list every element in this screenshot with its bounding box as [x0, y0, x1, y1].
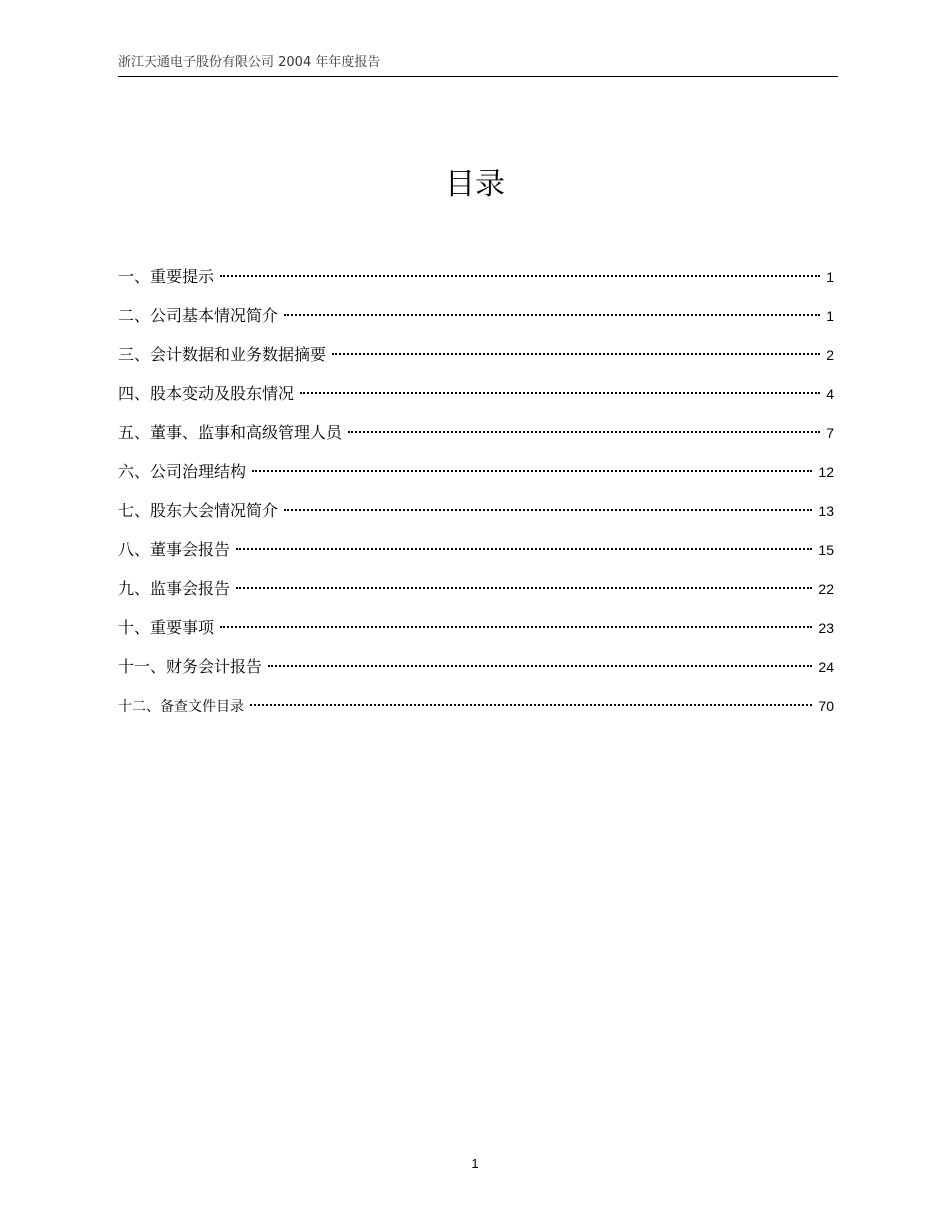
toc-entry-page: 24 [818, 659, 834, 675]
toc-dot-leader [268, 665, 812, 667]
table-of-contents [118, 262, 834, 730]
toc-entry-label: 三、会计数据和业务数据摘要 [118, 345, 327, 364]
toc-entry-label: 十一、财务会计报告 [118, 657, 263, 676]
page-footer [0, 1156, 950, 1171]
page-number: 1 [471, 1156, 479, 1171]
toc-entry-label: 一、重要提示 [118, 267, 215, 286]
toc-dot-leader [332, 353, 820, 355]
toc-dot-leader [236, 587, 812, 589]
toc-entry-label: 七、股东大会情况简介 [118, 501, 279, 520]
toc-dot-leader [348, 431, 820, 433]
toc-entry-label: 四、股本变动及股东情况 [118, 384, 295, 403]
toc-dot-leader [284, 509, 812, 511]
toc-entry-label: 十、重要事项 [118, 618, 215, 637]
toc-entry-page: 4 [826, 386, 834, 402]
page-header [118, 55, 838, 77]
toc-entry-corporate-governance[interactable] [118, 457, 834, 496]
page-title: 目录 [445, 167, 505, 202]
toc-entry-page: 70 [818, 698, 834, 714]
toc-dot-leader [220, 275, 820, 277]
toc-entry-label: 八、董事会报告 [118, 540, 231, 559]
toc-entry-page: 2 [826, 347, 834, 363]
toc-entry-board-report[interactable] [118, 535, 834, 574]
toc-entry-financial-summary[interactable] [118, 340, 834, 379]
toc-entry-page: 1 [826, 269, 834, 285]
toc-entry-reference-documents[interactable] [118, 691, 834, 730]
toc-entry-page: 22 [818, 581, 834, 597]
toc-entry-page: 15 [818, 542, 834, 558]
toc-entry-page: 12 [818, 464, 834, 480]
toc-entry-page: 23 [818, 620, 834, 636]
toc-dot-leader [250, 704, 812, 706]
toc-entry-supervisory-report[interactable] [118, 574, 834, 613]
toc-entry-share-capital[interactable] [118, 379, 834, 418]
toc-entry-shareholders-meeting[interactable] [118, 496, 834, 535]
toc-entry-page: 7 [826, 425, 834, 441]
toc-dot-leader [284, 314, 820, 316]
toc-dot-leader [220, 626, 812, 628]
toc-entry-significant-events[interactable] [118, 613, 834, 652]
toc-dot-leader [300, 392, 820, 394]
toc-entry-label: 二、公司基本情况简介 [118, 306, 279, 325]
header-text: 浙江天通电子股份有限公司 2004 年年度报告 [118, 55, 381, 70]
toc-entry-important-notice[interactable] [118, 262, 834, 301]
toc-entry-label: 九、监事会报告 [118, 579, 231, 598]
toc-entry-page: 13 [818, 503, 834, 519]
toc-entry-page: 1 [826, 308, 834, 324]
toc-dot-leader [252, 470, 812, 472]
toc-entry-label: 五、董事、监事和高级管理人员 [118, 423, 343, 442]
toc-entry-directors-supervisors[interactable] [118, 418, 834, 457]
toc-entry-label: 十二、备查文件目录 [118, 699, 244, 715]
toc-entry-label: 六、公司治理结构 [118, 462, 247, 481]
toc-entry-financial-report[interactable] [118, 652, 834, 691]
toc-entry-company-profile[interactable] [118, 301, 834, 340]
toc-dot-leader [236, 548, 812, 550]
